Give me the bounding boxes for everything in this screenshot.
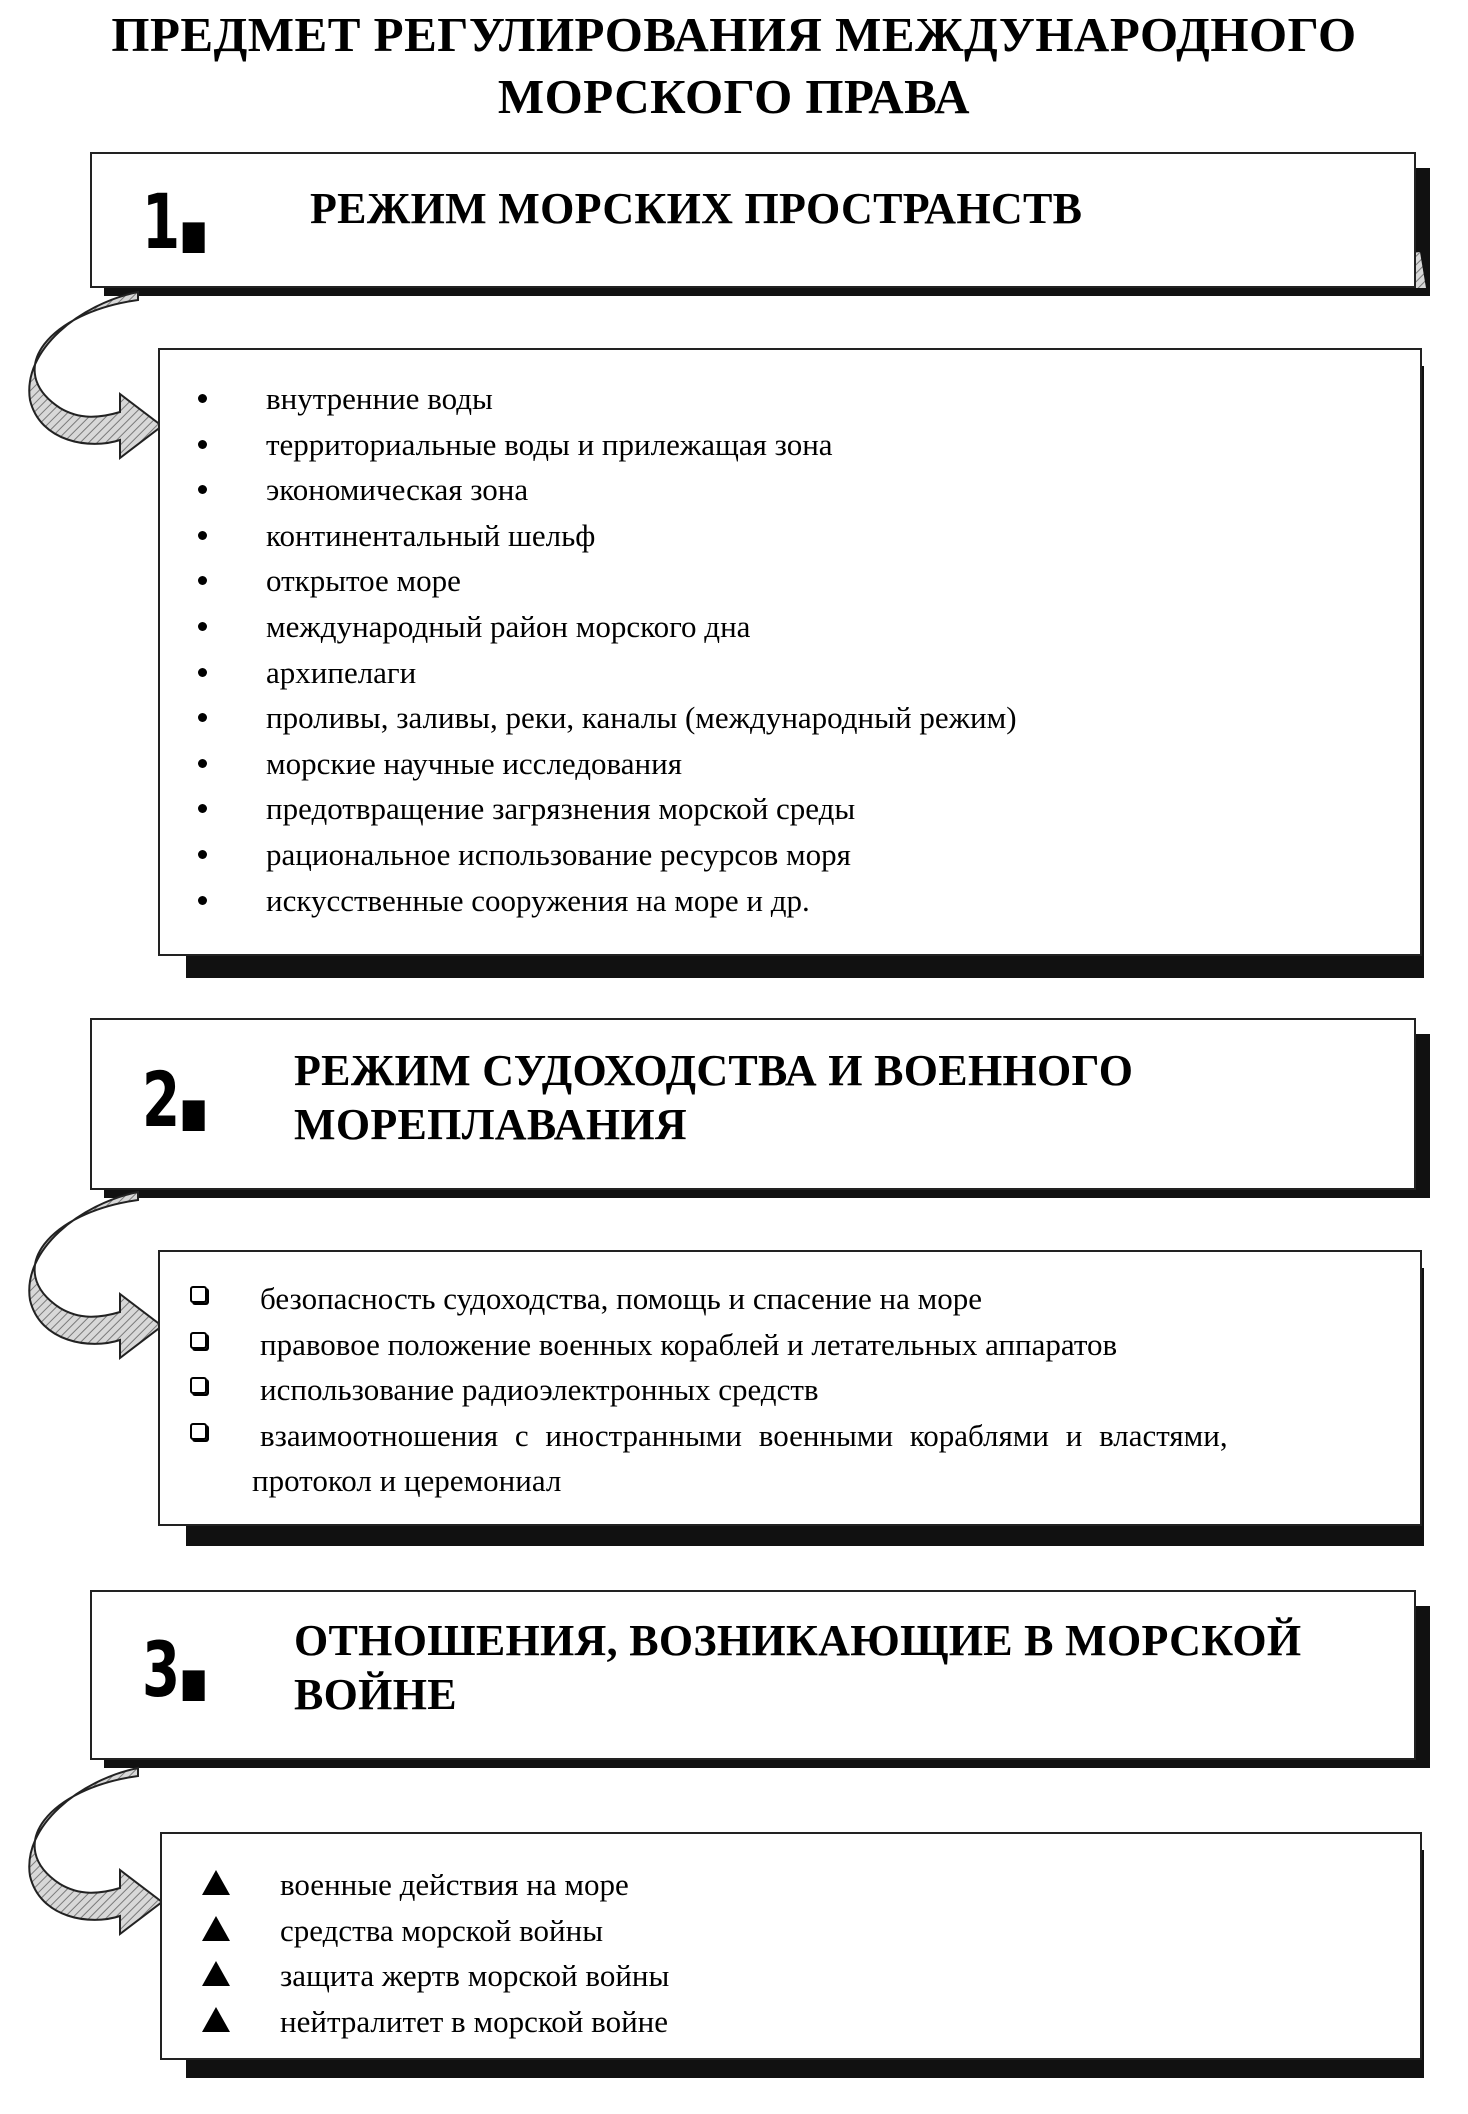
list-item (280, 1953, 669, 1999)
section-1-list (266, 376, 1017, 923)
page-title-line-1: ПРЕДМЕТ РЕГУЛИРОВАНИЯ МЕЖДУНАРОДНОГО (111, 7, 1357, 62)
checkbox-icon (190, 1286, 207, 1303)
section-2-header-box (90, 1018, 1416, 1190)
list-item-text: взаимоотношения с иностранными военными кораблями и властями, (260, 1417, 1228, 1453)
page-title (0, 4, 1468, 128)
list-item-text: архипелаги (266, 654, 417, 690)
bullet-icon (198, 485, 207, 494)
list-item-text: открытое море (266, 563, 461, 599)
bullet-icon (198, 576, 207, 585)
list-item (260, 1322, 1410, 1368)
section-3-number-text: 3 (142, 1625, 181, 1714)
section-3-title-line-1: ОТНОШЕНИЯ, ВОЗНИКАЮЩИЕ В МОРСКОЙ (294, 1616, 1302, 1665)
list-item (266, 467, 1017, 513)
bullet-icon (198, 622, 207, 631)
bullet-icon (198, 440, 207, 449)
section-2-list (252, 1276, 1410, 1504)
list-item-text: морские научные исследования (266, 745, 682, 781)
list-item (280, 1999, 669, 2045)
list-item-text: международный район морского дна (266, 608, 751, 644)
list-item-text: нейтралитет в морской войне (280, 2003, 669, 2039)
list-item-text: средства морской войны (280, 1912, 604, 1948)
list-item-text: правовое положение военных кораблей и летательных аппаратов (260, 1326, 1118, 1362)
section-3-number-dot: ■ (180, 1660, 208, 1706)
section-1-list-box (158, 348, 1422, 956)
checkbox-icon (190, 1423, 207, 1440)
list-item (260, 1413, 1410, 1459)
bullet-icon (198, 531, 207, 540)
section-2-number-dot: ■ (180, 1090, 208, 1136)
list-item-text: континентальный шельф (266, 517, 596, 553)
section-1-title-line-1: РЕЖИМ МОРСКИХ ПРОСТРАНСТВ (310, 184, 1083, 233)
triangle-bullet-icon (202, 1961, 230, 1986)
section-3-list-box (160, 1832, 1422, 2060)
list-item (266, 695, 1017, 741)
bullet-icon (198, 804, 207, 813)
page-title-line-2: МОРСКОГО ПРАВА (497, 69, 971, 124)
section-1-number-text: 1 (142, 177, 181, 266)
list-item-text: безопасность судоходства, помощь и спасение на море (260, 1281, 983, 1316)
section-2-number-text: 2 (142, 1055, 181, 1144)
list-item (266, 604, 1017, 650)
list-item (266, 513, 1017, 559)
list-item (266, 832, 1017, 878)
list-item (266, 558, 1017, 604)
section-2-list-box (158, 1250, 1422, 1526)
bullet-icon (198, 713, 207, 722)
bullet-icon (198, 394, 207, 403)
list-item-text: защита жертв морской войны (280, 1958, 670, 1994)
bullet-icon (198, 759, 207, 768)
bullet-icon (198, 668, 207, 677)
section-3-header-box (90, 1590, 1416, 1760)
list-item-text: военные действия на море (280, 1867, 629, 1902)
section-1-title (310, 182, 1082, 236)
list-item-text: рациональное использование ресурсов моря (266, 836, 851, 872)
section-3-title (294, 1614, 1301, 1722)
list-item (266, 422, 1017, 468)
list-item (280, 1908, 669, 1954)
triangle-bullet-icon (202, 1916, 230, 1941)
list-item-text: проливы, заливы, реки, каналы (международный режим) (266, 700, 1017, 736)
list-item-text: использование радиоэлектронных средств (260, 1372, 819, 1408)
list-item-continuation (252, 1458, 1410, 1504)
list-item (260, 1367, 1410, 1413)
section-3-number (142, 1625, 208, 1721)
list-item (266, 376, 1017, 422)
section-1-number (142, 177, 208, 273)
checkbox-icon (190, 1332, 207, 1349)
list-item-text: территориальные воды и прилежащая зона (266, 426, 833, 462)
list-item (266, 741, 1017, 787)
bullet-icon (198, 896, 207, 905)
section-1-number-dot: ■ (180, 212, 208, 258)
bullet-icon (198, 850, 207, 859)
list-item (260, 1276, 1410, 1322)
list-item (280, 1862, 669, 1908)
list-item-text: предотвращение загрязнения морской среды (266, 791, 856, 827)
section-3-title-line-2: ВОЙНЕ (294, 1670, 457, 1719)
section-2-number (142, 1055, 208, 1151)
triangle-bullet-icon (202, 2007, 230, 2032)
section-2-title-line-1: РЕЖИМ СУДОХОДСТВА И ВОЕННОГО (294, 1046, 1134, 1095)
list-item (266, 786, 1017, 832)
section-3-list (280, 1862, 669, 2044)
triangle-bullet-icon (202, 1870, 230, 1895)
list-item-text: искусственные сооружения на море и др. (266, 882, 810, 918)
section-1-header-box (90, 152, 1416, 288)
list-item-text: экономическая зона (266, 472, 529, 508)
section-2-title-line-2: МОРЕПЛАВАНИЯ (294, 1100, 687, 1149)
list-item (266, 878, 1017, 924)
checkbox-icon (190, 1377, 207, 1394)
list-item (266, 650, 1017, 696)
list-item-text: внутренние воды (266, 381, 493, 416)
section-2-title (294, 1044, 1133, 1152)
list-item-text: протокол и церемониал (252, 1463, 562, 1499)
